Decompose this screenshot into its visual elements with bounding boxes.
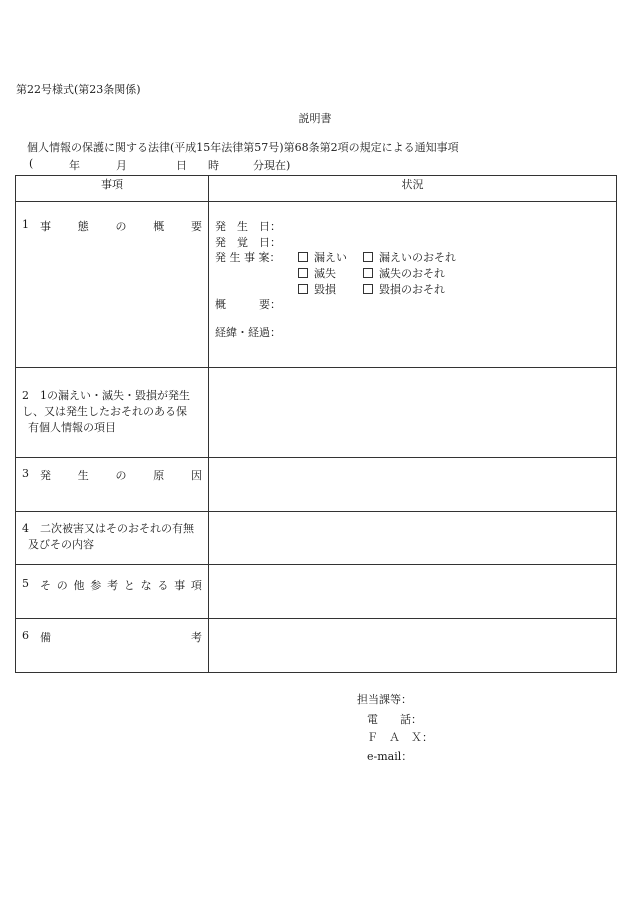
row6-label <box>40 629 202 645</box>
row1-number: 1 <box>22 218 29 231</box>
damage-option-label: 毀損 <box>314 283 336 296</box>
date-minute-label: 分現在) <box>253 159 291 172</box>
row6-number: 6 <box>22 629 29 642</box>
damage-risk-option-label: 毀損のおそれ <box>379 283 445 296</box>
label-character: と <box>123 579 135 592</box>
row3-label-cell <box>16 458 209 512</box>
form-number: 第22号様式(第23条関係) <box>16 83 141 96</box>
row2-label-line1: 1の漏えい・滅失・毀損が発生 <box>40 389 190 402</box>
label-character: 考 <box>107 579 119 592</box>
date-open-paren: ( <box>29 157 34 170</box>
label-character: 生 <box>77 469 89 482</box>
label-character: 項 <box>190 579 202 592</box>
row1-label-cell <box>16 202 209 368</box>
row4-label-line2: 及びその内容 <box>28 538 94 551</box>
row3-label <box>40 467 202 483</box>
event-type-label: 発 生 事 案： <box>215 251 281 264</box>
label-character: 備 <box>40 631 51 644</box>
label-character: な <box>140 579 152 592</box>
row2-label-line2: し、又は発生したおそれのある保 <box>22 405 187 418</box>
row1-status-cell[interactable] <box>209 202 617 368</box>
date-line <box>29 157 309 171</box>
leak-checkbox[interactable] <box>298 252 308 262</box>
label-character: 態 <box>77 220 89 233</box>
contact-department: 担当課等： <box>357 693 412 706</box>
label-character: 因 <box>191 469 202 482</box>
column-header-item: 事項 <box>16 176 209 202</box>
leak-risk-option-label: 漏えいのおそれ <box>379 251 456 264</box>
label-character: の <box>115 469 127 482</box>
table-row <box>16 368 617 458</box>
table-row <box>16 619 617 673</box>
contact-email: e-mail： <box>367 750 413 763</box>
row6-status-cell[interactable] <box>209 619 617 673</box>
row2-status-cell[interactable] <box>209 368 617 458</box>
document-title: 説明書 <box>298 112 332 125</box>
label-character: 事 <box>40 220 51 233</box>
row4-label-cell <box>16 512 209 565</box>
label-character: の <box>115 220 127 233</box>
table-row <box>16 565 617 619</box>
label-character: る <box>157 579 169 592</box>
contact-fax: Ｆ Ａ Ｘ： <box>367 731 433 744</box>
row2-label-cell <box>16 368 209 458</box>
leak-option-label: 漏えい <box>314 251 347 264</box>
label-character: 発 <box>40 469 51 482</box>
row5-status-cell[interactable] <box>209 565 617 619</box>
loss-option-label: 滅失 <box>314 267 336 280</box>
date-year-label: 年 <box>69 159 80 172</box>
row6-label-cell <box>16 619 209 673</box>
row3-status-cell[interactable] <box>209 458 617 512</box>
row5-label <box>40 577 202 593</box>
row5-number: 5 <box>22 577 29 590</box>
loss-risk-checkbox[interactable] <box>363 268 373 278</box>
date-day-label: 日 <box>176 159 187 172</box>
row3-number: 3 <box>22 467 29 480</box>
label-character: 原 <box>153 469 165 482</box>
column-header-status: 状況 <box>209 176 617 202</box>
contact-phone: 電 話： <box>367 713 422 726</box>
table-row <box>16 202 617 368</box>
loss-checkbox[interactable] <box>298 268 308 278</box>
row4-number: 4 <box>22 522 29 535</box>
row1-label <box>40 218 202 234</box>
occurred-date-label: 発 生 日： <box>215 220 281 233</box>
row2-label-line3: 有個人情報の項目 <box>28 421 116 434</box>
table-row <box>16 512 617 565</box>
row4-status-cell[interactable] <box>209 512 617 565</box>
history-label: 経緯・経過： <box>215 326 281 339</box>
table-row <box>16 458 617 512</box>
label-character: 参 <box>90 579 102 592</box>
damage-checkbox[interactable] <box>298 284 308 294</box>
label-character: 事 <box>174 579 186 592</box>
loss-risk-option-label: 滅失のおそれ <box>379 267 445 280</box>
overview-label: 概 要： <box>215 298 281 311</box>
label-character: 要 <box>191 220 202 233</box>
label-character: 他 <box>73 579 85 592</box>
notice-table <box>15 175 617 673</box>
discovered-date-label: 発 覚 日： <box>215 236 281 249</box>
row2-number: 2 <box>22 389 29 402</box>
date-hour-label: 時 <box>208 159 219 172</box>
label-character: 考 <box>191 631 202 644</box>
intro-text: 個人情報の保護に関する法律(平成15年法律第57号)第68条第2項の規定による通知事項 <box>27 141 459 154</box>
label-character: 概 <box>153 220 165 233</box>
label-character: そ <box>40 579 51 592</box>
row4-label-line1: 二次被害又はそのおそれの有無 <box>40 522 194 535</box>
date-month-label: 月 <box>116 159 127 172</box>
row5-label-cell <box>16 565 209 619</box>
leak-risk-checkbox[interactable] <box>363 252 373 262</box>
damage-risk-checkbox[interactable] <box>363 284 373 294</box>
label-character: の <box>56 579 68 592</box>
